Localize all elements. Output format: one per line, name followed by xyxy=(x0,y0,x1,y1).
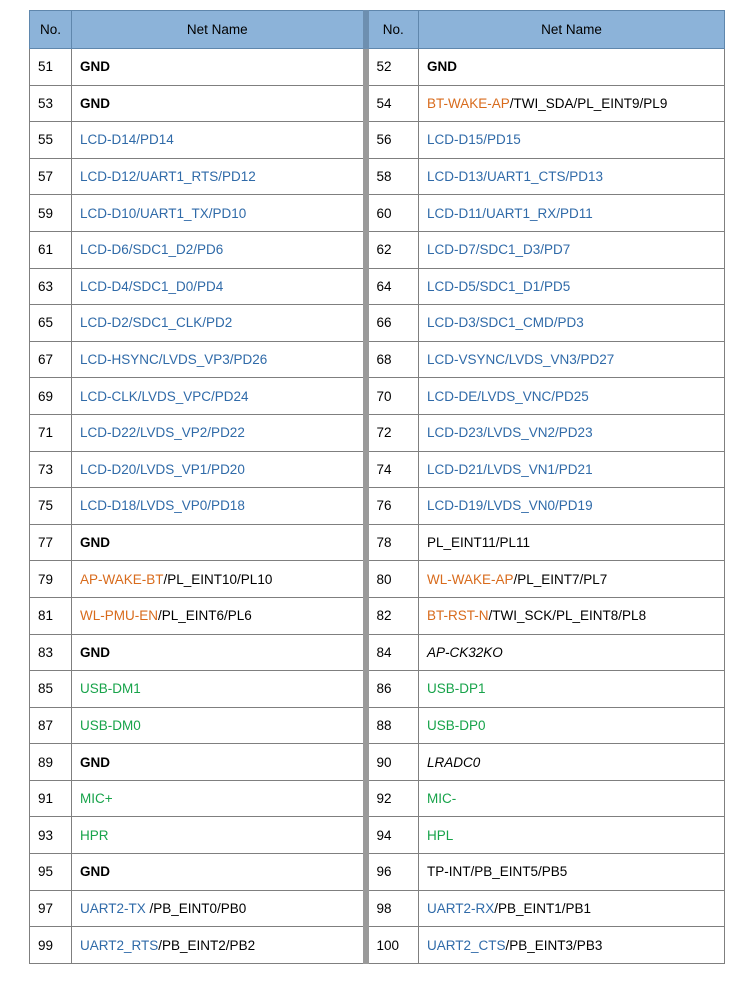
net-name-segment: MIC- xyxy=(427,791,457,807)
net-name-segment: UART2-RX xyxy=(427,900,495,916)
table-row xyxy=(30,561,725,598)
net-name-segment: LCD-D10/UART1_TX/PD10 xyxy=(80,205,247,221)
net-name-segment: /PB_EINT2/PB2 xyxy=(158,937,256,953)
net-name xyxy=(419,231,725,268)
header-net-name-left: Net Name xyxy=(72,11,366,49)
net-name xyxy=(419,85,725,122)
pin-number: 59 xyxy=(30,195,72,232)
net-name xyxy=(72,158,366,195)
pin-number: 53 xyxy=(30,85,72,122)
net-name-segment: USB-DM1 xyxy=(80,681,141,697)
net-name-segment: UART2_RTS xyxy=(80,937,159,953)
net-name xyxy=(419,890,725,927)
table-row xyxy=(30,890,725,927)
net-name xyxy=(72,634,366,671)
net-name-segment: AP-CK32KO xyxy=(427,644,503,660)
table-row xyxy=(30,231,725,268)
net-name-segment: BT-WAKE-AP xyxy=(427,95,510,111)
table-row xyxy=(30,378,725,415)
pin-number: 54 xyxy=(366,85,419,122)
pin-number: 61 xyxy=(30,231,72,268)
pin-number: 60 xyxy=(366,195,419,232)
net-name xyxy=(72,817,366,854)
table-row xyxy=(30,488,725,525)
pin-number: 100 xyxy=(366,927,419,964)
pin-number: 68 xyxy=(366,341,419,378)
net-name-segment: LCD-HSYNC/LVDS_VP3/PD26 xyxy=(80,352,268,368)
net-name xyxy=(419,854,725,891)
table-row xyxy=(30,49,725,86)
pin-number: 73 xyxy=(30,451,72,488)
net-name-segment: LCD-D13/UART1_CTS/PD13 xyxy=(427,169,604,185)
net-name-segment: HPL xyxy=(427,827,454,843)
net-name-segment: /TWI_SDA/PL_EINT9/PL9 xyxy=(509,95,668,111)
pin-number: 82 xyxy=(366,597,419,634)
pin-number: 75 xyxy=(30,488,72,525)
table-header xyxy=(30,11,725,49)
net-name-segment: LCD-D22/LVDS_VP2/PD22 xyxy=(80,425,245,441)
net-name-segment: UART2-TX xyxy=(80,900,146,916)
pin-number: 56 xyxy=(366,122,419,159)
pin-number: 96 xyxy=(366,854,419,891)
net-name-segment: /PL_EINT7/PL7 xyxy=(513,571,608,587)
net-name-segment: HPR xyxy=(80,827,109,843)
pin-number: 93 xyxy=(30,817,72,854)
table-row xyxy=(30,780,725,817)
net-name-segment: /PL_EINT10/PL10 xyxy=(163,571,273,587)
net-name xyxy=(72,378,366,415)
net-name-segment: LCD-D19/LVDS_VN0/PD19 xyxy=(427,498,593,514)
net-name xyxy=(72,927,366,964)
table-row xyxy=(30,744,725,781)
net-name-segment: LCD-D7/SDC1_D3/PD7 xyxy=(427,242,571,258)
net-name xyxy=(72,597,366,634)
net-name xyxy=(72,414,366,451)
pin-number: 97 xyxy=(30,890,72,927)
net-name xyxy=(72,780,366,817)
net-name-segment: LCD-D23/LVDS_VN2/PD23 xyxy=(427,425,593,441)
net-name xyxy=(419,634,725,671)
pin-number: 76 xyxy=(366,488,419,525)
pin-number: 78 xyxy=(366,524,419,561)
net-name-segment: LCD-VSYNC/LVDS_VN3/PD27 xyxy=(427,352,615,368)
pin-number: 81 xyxy=(30,597,72,634)
net-name xyxy=(72,268,366,305)
pin-number: 58 xyxy=(366,158,419,195)
net-name xyxy=(419,524,725,561)
net-name xyxy=(419,707,725,744)
table-row xyxy=(30,707,725,744)
net-name xyxy=(72,561,366,598)
net-name-segment: GND xyxy=(80,864,110,880)
pin-number: 86 xyxy=(366,671,419,708)
net-name-segment: LCD-D6/SDC1_D2/PD6 xyxy=(80,242,224,258)
net-name-segment: GND xyxy=(80,644,110,660)
header-no-right: No. xyxy=(366,11,419,49)
net-name-segment: GND xyxy=(80,754,110,770)
pin-number: 71 xyxy=(30,414,72,451)
table-row xyxy=(30,634,725,671)
net-name-segment: /PB_EINT3/PB3 xyxy=(505,937,603,953)
pin-number: 77 xyxy=(30,524,72,561)
net-name-segment: WL-WAKE-AP xyxy=(427,571,514,587)
pin-number: 91 xyxy=(30,780,72,817)
net-name-segment: /PB_EINT1/PB1 xyxy=(494,900,592,916)
table-row xyxy=(30,341,725,378)
header-row xyxy=(30,11,725,49)
table-row xyxy=(30,524,725,561)
header-no-left: No. xyxy=(30,11,72,49)
net-name xyxy=(72,195,366,232)
pin-number: 67 xyxy=(30,341,72,378)
net-name xyxy=(419,378,725,415)
net-name-segment: LCD-D15/PD15 xyxy=(427,132,521,148)
table-body xyxy=(30,49,725,964)
net-name-segment: LCD-D2/SDC1_CLK/PD2 xyxy=(80,315,233,331)
net-name xyxy=(419,268,725,305)
net-name xyxy=(419,744,725,781)
pin-number: 85 xyxy=(30,671,72,708)
net-name xyxy=(419,49,725,86)
net-name xyxy=(419,780,725,817)
table-row xyxy=(30,854,725,891)
net-name xyxy=(419,341,725,378)
net-name xyxy=(419,561,725,598)
net-name xyxy=(419,414,725,451)
pin-number: 89 xyxy=(30,744,72,781)
pin-number: 52 xyxy=(366,49,419,86)
net-name xyxy=(419,158,725,195)
table-row xyxy=(30,122,725,159)
net-name-segment: /PL_EINT6/PL6 xyxy=(158,608,252,624)
table-row xyxy=(30,414,725,451)
pin-number: 80 xyxy=(366,561,419,598)
net-name-segment: GND xyxy=(80,535,110,551)
pin-number: 66 xyxy=(366,305,419,342)
net-name xyxy=(72,854,366,891)
pin-number: 99 xyxy=(30,927,72,964)
table-row xyxy=(30,85,725,122)
net-name-segment: LCD-D21/LVDS_VN1/PD21 xyxy=(427,461,593,477)
pin-assignment-table xyxy=(29,10,725,964)
net-name-segment: AP-WAKE-BT xyxy=(80,571,164,587)
net-name xyxy=(419,122,725,159)
net-name-segment: LCD-D5/SDC1_D1/PD5 xyxy=(427,278,571,294)
pin-number: 84 xyxy=(366,634,419,671)
table-row xyxy=(30,305,725,342)
net-name xyxy=(72,488,366,525)
net-name xyxy=(72,707,366,744)
net-name xyxy=(419,488,725,525)
pin-number: 83 xyxy=(30,634,72,671)
net-name-segment: LCD-D12/UART1_RTS/PD12 xyxy=(80,169,256,185)
net-name-segment: GND xyxy=(80,59,110,75)
pin-number: 65 xyxy=(30,305,72,342)
net-name-segment: LCD-D18/LVDS_VP0/PD18 xyxy=(80,498,245,514)
table-row xyxy=(30,927,725,964)
net-name-segment: USB-DP1 xyxy=(427,681,486,697)
table-row xyxy=(30,451,725,488)
table-row xyxy=(30,158,725,195)
net-name xyxy=(72,341,366,378)
net-name xyxy=(72,122,366,159)
pin-number: 98 xyxy=(366,890,419,927)
pin-number: 51 xyxy=(30,49,72,86)
pin-number: 63 xyxy=(30,268,72,305)
net-name-segment: GND xyxy=(427,59,457,75)
net-name-segment: /TWI_SCK/PL_EINT8/PL8 xyxy=(488,608,647,624)
header-net-name-right: Net Name xyxy=(419,11,725,49)
net-name-segment: USB-DP0 xyxy=(427,717,486,733)
pin-number: 62 xyxy=(366,231,419,268)
net-name-segment: WL-PMU-EN xyxy=(80,608,158,624)
net-name-segment: LCD-DE/LVDS_VNC/PD25 xyxy=(427,388,589,404)
net-name xyxy=(419,927,725,964)
net-name-segment: UART2_CTS xyxy=(427,937,506,953)
net-name xyxy=(419,817,725,854)
pin-number: 57 xyxy=(30,158,72,195)
net-name-segment: LCD-D3/SDC1_CMD/PD3 xyxy=(427,315,584,331)
net-name xyxy=(419,305,725,342)
table-row xyxy=(30,817,725,854)
net-name xyxy=(72,49,366,86)
pin-number: 95 xyxy=(30,854,72,891)
pin-number: 69 xyxy=(30,378,72,415)
pin-number: 64 xyxy=(366,268,419,305)
net-name xyxy=(72,524,366,561)
pin-number: 70 xyxy=(366,378,419,415)
pin-number: 90 xyxy=(366,744,419,781)
net-name-segment: LCD-D11/UART1_RX/PD11 xyxy=(427,205,593,221)
pin-number: 94 xyxy=(366,817,419,854)
net-name-segment: TP-INT/PB_EINT5/PB5 xyxy=(427,864,568,880)
pin-number: 72 xyxy=(366,414,419,451)
net-name xyxy=(72,744,366,781)
pin-number: 92 xyxy=(366,780,419,817)
net-name-segment: LRADC0 xyxy=(427,754,481,770)
net-name xyxy=(72,451,366,488)
net-name-segment: LCD-D20/LVDS_VP1/PD20 xyxy=(80,461,245,477)
net-name xyxy=(419,671,725,708)
net-name-segment: LCD-CLK/LVDS_VPC/PD24 xyxy=(80,388,249,404)
net-name-segment: LCD-D4/SDC1_D0/PD4 xyxy=(80,278,224,294)
table-row xyxy=(30,597,725,634)
net-name xyxy=(72,305,366,342)
net-name xyxy=(72,890,366,927)
net-name-segment: BT-RST-N xyxy=(427,608,489,624)
table-row xyxy=(30,268,725,305)
net-name xyxy=(72,231,366,268)
pin-number: 88 xyxy=(366,707,419,744)
table-row xyxy=(30,195,725,232)
table-row xyxy=(30,671,725,708)
net-name xyxy=(419,597,725,634)
pin-number: 79 xyxy=(30,561,72,598)
net-name xyxy=(419,451,725,488)
pin-number: 87 xyxy=(30,707,72,744)
net-name-segment: MIC+ xyxy=(80,791,113,807)
pin-number: 74 xyxy=(366,451,419,488)
net-name-segment: PL_EINT11/PL11 xyxy=(427,535,531,551)
net-name-segment: LCD-D14/PD14 xyxy=(80,132,174,148)
net-name-segment: USB-DM0 xyxy=(80,717,141,733)
net-name xyxy=(72,85,366,122)
net-name xyxy=(72,671,366,708)
net-name-segment: /PB_EINT0/PB0 xyxy=(145,900,247,916)
pin-number: 55 xyxy=(30,122,72,159)
net-name xyxy=(419,195,725,232)
net-name-segment: GND xyxy=(80,95,110,111)
